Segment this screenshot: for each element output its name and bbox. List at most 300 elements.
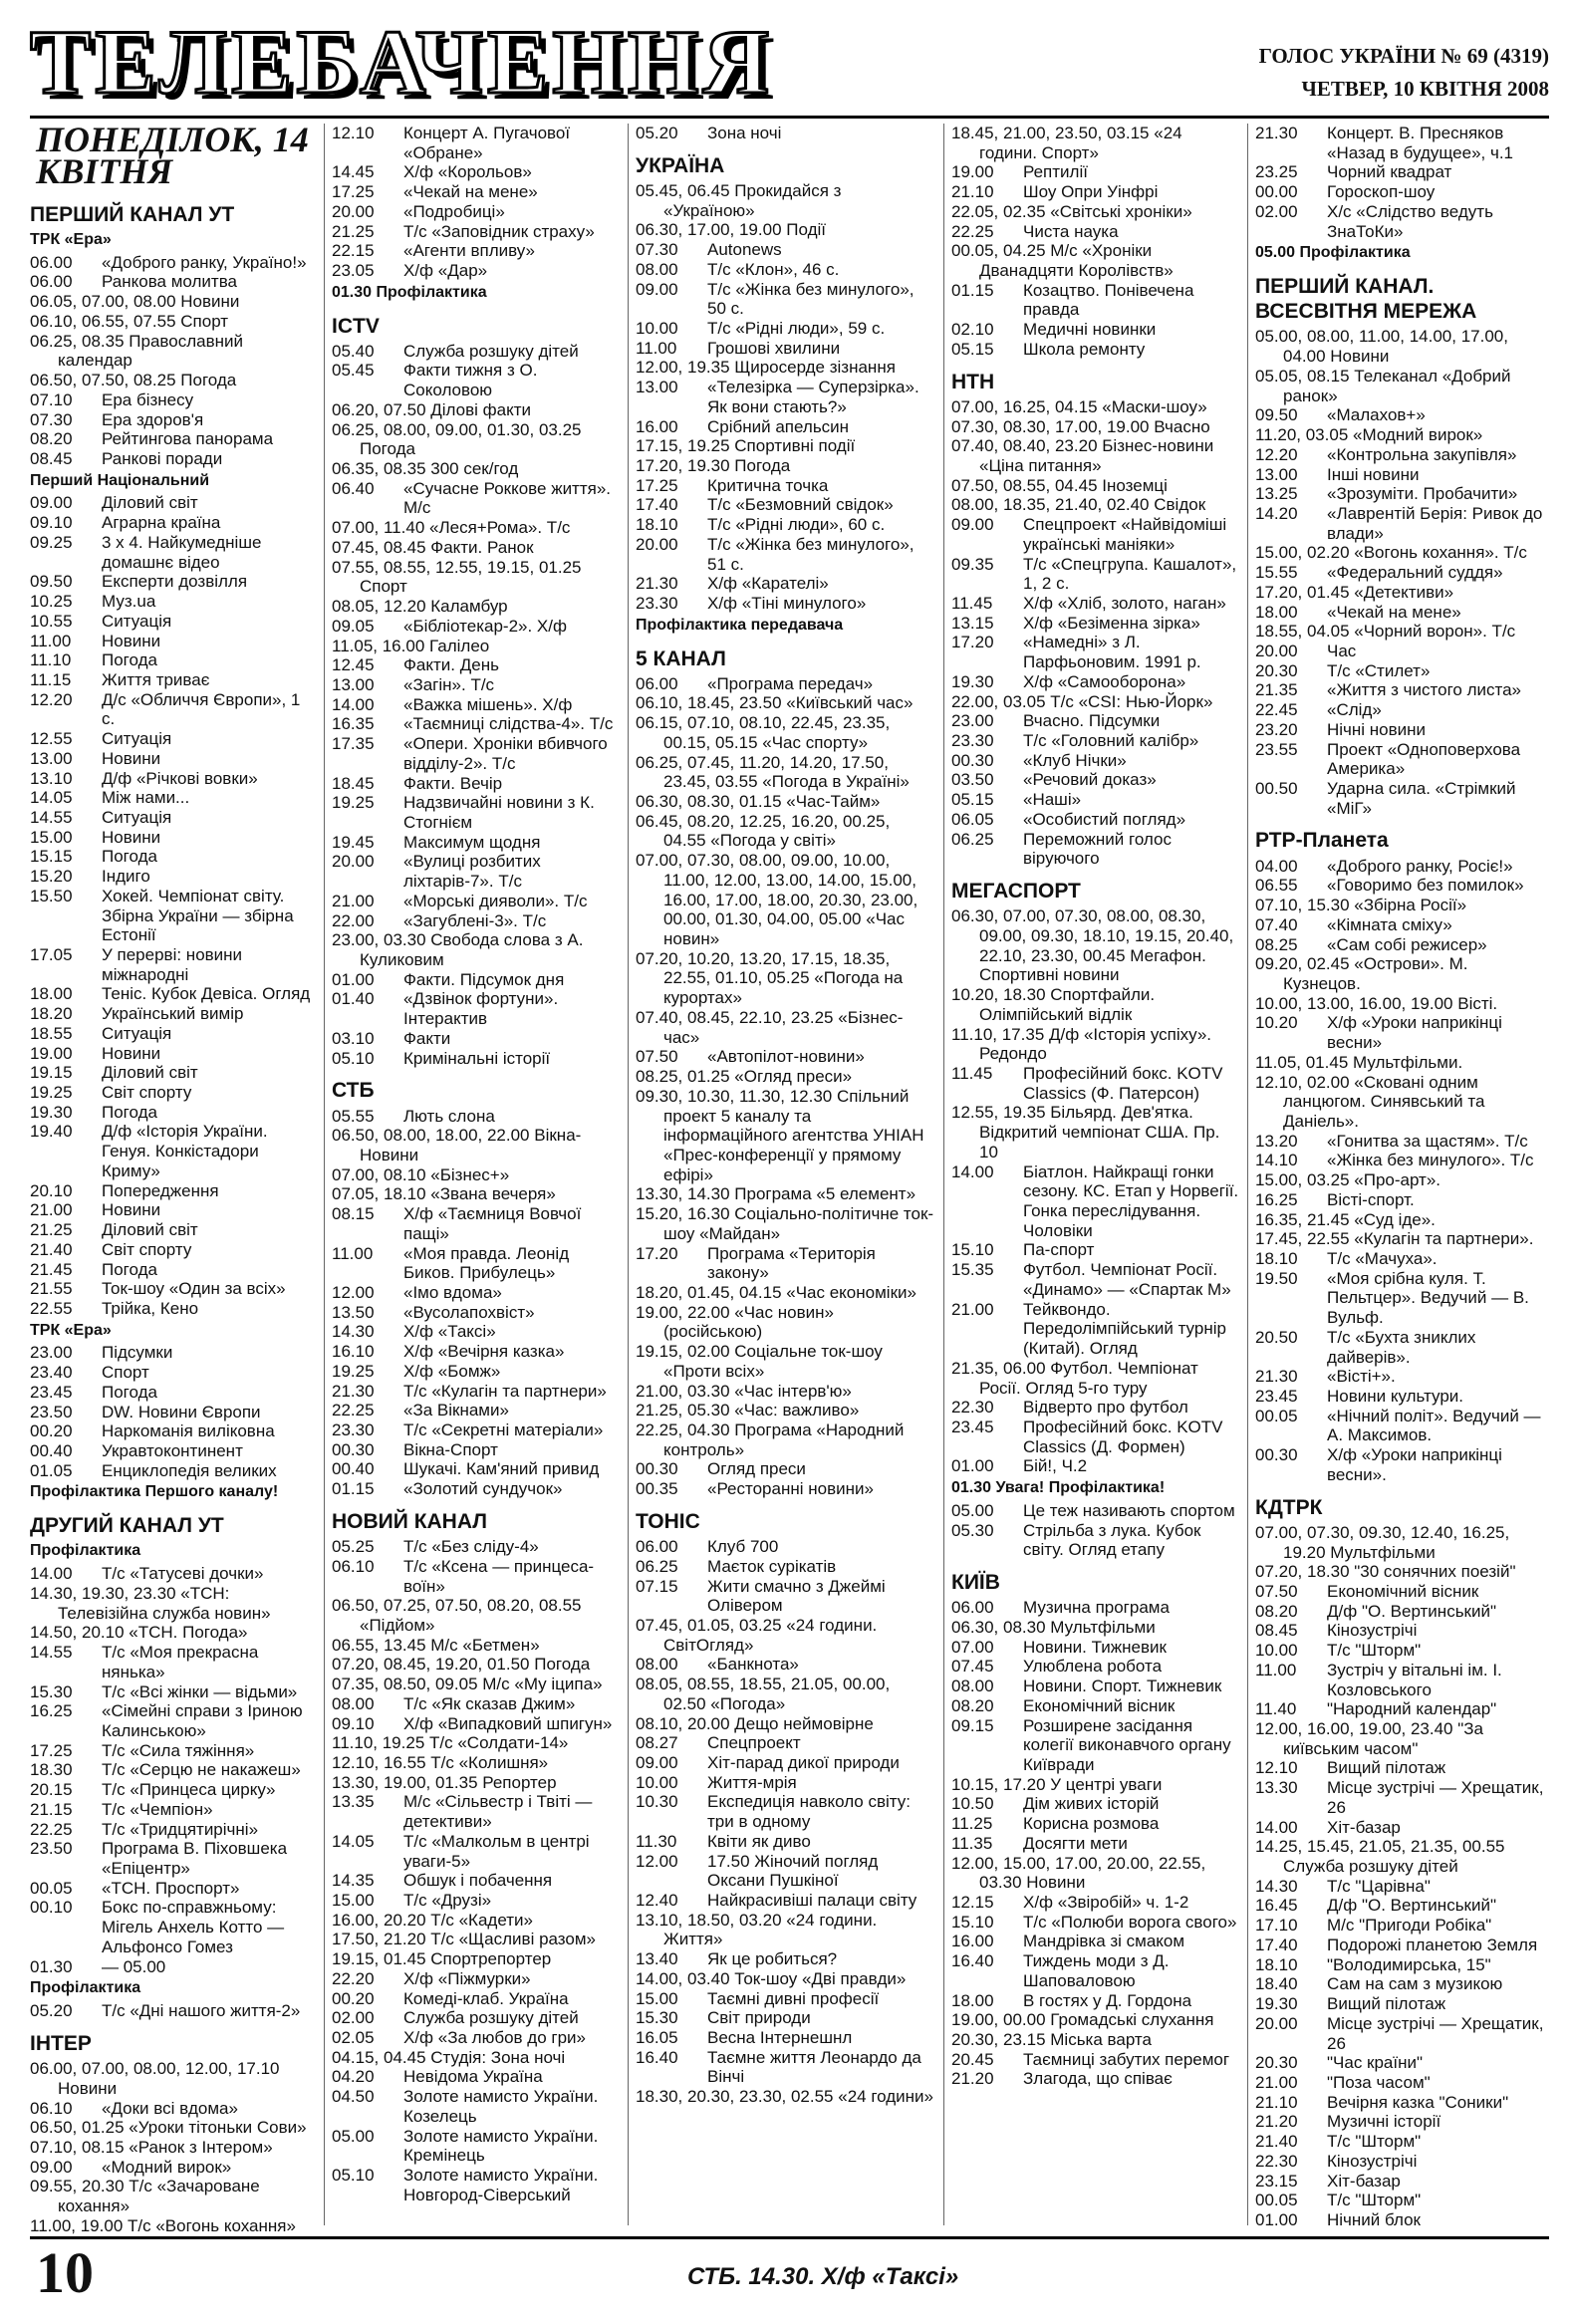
program-entry	[951, 1456, 1240, 1476]
program-time: 08.00	[636, 1655, 678, 1675]
program-title: Мультфільми.	[1353, 1052, 1463, 1072]
program-title: «Острови». М. Кузнецов.	[1283, 954, 1468, 993]
program-entry	[1255, 1758, 1549, 1778]
program-entry	[1255, 124, 1549, 162]
program-entry	[1255, 1013, 1549, 1052]
program-entry	[951, 1598, 1240, 1618]
channel-heading: ДРУГИЙ КАНАЛ УТ	[30, 1514, 224, 1538]
program-entry	[636, 1303, 936, 1342]
program-title: «Загублені-3». Т/с	[403, 910, 547, 930]
block-label: Профілактика Першого каналу!	[30, 1483, 279, 1501]
program-time: 13.35	[332, 1792, 375, 1812]
program-time: 06.05, 07.00, 08.00	[30, 292, 176, 312]
program-time: 12.40	[636, 1891, 678, 1911]
program-time: 09.00	[636, 279, 678, 299]
program-time: 07.30, 08.30, 17.00, 19.00	[951, 416, 1150, 436]
program-title: «Малахов+»	[1327, 405, 1426, 425]
program-title: Т/с «Спецгрупа. Кашалот», 1, 2 с.	[1023, 554, 1237, 594]
program-title: Розширене засідання колегії виконавчого органу Київради	[1023, 1715, 1231, 1774]
program-entry	[332, 2048, 621, 2068]
program-time: 07.00, 16.25, 04.15	[951, 396, 1098, 416]
program-title: Т/с "Шторм"	[1327, 2191, 1422, 2210]
program-entry	[951, 1814, 1240, 1834]
program-title: Новини	[102, 748, 161, 768]
program-entry	[30, 1083, 317, 1103]
program-time: 04.50	[332, 2087, 375, 2107]
block-label: ТРК «Ера»	[30, 1321, 112, 1339]
program-title: Т/с «Без сліду-4»	[403, 1537, 539, 1557]
program-title: «Ресторанні новини»	[707, 1479, 874, 1499]
program-time: 06.00	[636, 1537, 678, 1557]
program-title: Х/ф «Самооборона»	[1023, 671, 1186, 691]
program-title: «Модний вирок»	[102, 2157, 232, 2177]
program-entry	[1255, 1582, 1549, 1602]
program-entry	[332, 714, 621, 734]
program-entry	[636, 1577, 936, 1616]
program-time: 13.10	[30, 768, 73, 788]
program-time: 06.25	[636, 1556, 678, 1576]
program-time: 11.00, 19.00	[30, 2215, 124, 2235]
program-title: Новини. Спорт. Тижневик	[1023, 1677, 1222, 1696]
program-title: "За київським часом"	[1283, 1719, 1484, 1758]
program-time: 23.20	[1255, 719, 1298, 739]
program-title: — 05.00	[102, 1956, 166, 1976]
program-entry	[332, 1029, 621, 1049]
program-time: 05.10	[332, 1048, 375, 1068]
program-title: «Вулиці розбитих ліхтарів-7». Т/с	[403, 852, 541, 892]
program-time: 21.00	[951, 1299, 994, 1319]
program-title: «Сковані одним ланцюгом. Синявський та Даніель».	[1283, 1072, 1485, 1131]
program-entry	[1255, 2053, 1549, 2073]
program-title: Т/с «Секретні матеріали»	[403, 1420, 604, 1440]
program-title: «Імо вдома»	[403, 1282, 502, 1302]
program-entry	[951, 1854, 1240, 1893]
program-entry	[30, 788, 317, 808]
program-entry	[636, 495, 936, 515]
program-entry	[636, 1087, 936, 1185]
program-time: 15.30	[636, 2008, 678, 2028]
program-entry	[1255, 367, 1549, 405]
program-entry	[1255, 1170, 1549, 1190]
program-entry	[636, 358, 936, 378]
program-entry	[1255, 1837, 1549, 1876]
program-time: 15.00	[332, 1891, 375, 1911]
program-entry	[332, 833, 621, 853]
program-title: Міська варта	[1050, 2030, 1152, 2050]
program-time: 20.50	[1255, 1327, 1298, 1347]
program-entry	[30, 1780, 317, 1800]
program-time: 07.00, 07.30, 08.00, 09.00, 10.00, 11.00, 12.00, 13.00, 14.00, 15.00, 16.00, 17.00, 18.00, 20.30, 23.00, 00.00, 01.30, 04.00, 05.00	[636, 851, 918, 929]
program-time: 21.00, 03.30	[636, 1381, 730, 1401]
program-time: 08.20	[1255, 1601, 1298, 1621]
program-entry	[332, 1049, 621, 1069]
program-time: 22.05, 02.35	[951, 201, 1046, 221]
program-title: Х/ф «Звіробій» ч. 1-2	[1023, 1893, 1189, 1913]
program-entry	[951, 692, 1240, 712]
program-time: 03.50	[951, 770, 994, 790]
program-title: Погода	[734, 455, 791, 475]
column-divider	[628, 124, 629, 2225]
program-entry	[332, 361, 621, 399]
program-title: Діловий світ	[102, 493, 198, 513]
program-entry	[332, 1792, 621, 1831]
program-title: Лють слона	[403, 1106, 495, 1126]
program-time: 16.00	[951, 1932, 994, 1951]
program-time: 16.00	[636, 416, 678, 436]
program-title: «Бізнес-час»	[663, 1007, 904, 1047]
program-entry	[30, 592, 317, 612]
program-title: "Час країни"	[1327, 2053, 1424, 2073]
program-entry	[30, 533, 317, 572]
program-title: Трійка, Кено	[102, 1298, 199, 1318]
program-title: Економічний вісник	[1327, 1581, 1479, 1601]
program-title: «Уроки тітоньки Сови»	[129, 2118, 307, 2138]
program-entry	[30, 253, 317, 273]
program-time: 20.10	[30, 1180, 73, 1200]
program-title: Програма «Територія закону»	[707, 1243, 876, 1283]
program-title: «Подробиці»	[403, 201, 505, 221]
program-entry	[30, 1800, 317, 1820]
program-title: «ТСН. Погода»	[129, 1623, 248, 1643]
program-time: 20.15	[30, 1780, 73, 1800]
program-title: Тейквондо. Передолімпійський турнір (Китай). Огляд	[1023, 1299, 1226, 1359]
program-title: М/с «Хроніки Дванадцяти Королівств»	[979, 241, 1174, 281]
program-time: 18.40	[1255, 1974, 1298, 1994]
program-title: Свобода слова з А. Куликовим	[360, 930, 584, 970]
program-entry	[332, 2127, 621, 2166]
listing-column-1	[30, 120, 317, 2235]
program-time: 06.25	[951, 829, 994, 849]
program-title: Вікна-Спорт	[403, 1439, 498, 1459]
program-title: Т/с «Бухта зниклих дайверів».	[1327, 1327, 1476, 1367]
program-title: Ситуація	[102, 611, 172, 631]
program-title: «Огляд преси»	[734, 1067, 853, 1087]
program-time: 12.20	[30, 689, 73, 709]
bottom-rule	[30, 2236, 1549, 2239]
program-title: «Маски-шоу»	[1102, 396, 1207, 416]
program-time: 02.05	[332, 2028, 375, 2048]
program-time: 23.40	[30, 1363, 73, 1383]
program-entry	[332, 400, 621, 420]
program-title: Факти тижня з О. Соколовою	[403, 361, 538, 400]
program-entry	[951, 672, 1240, 692]
program-entry	[30, 2138, 317, 2158]
program-title: Х/ф «Тіні минулого»	[707, 594, 867, 613]
program-title: Таємниці забутих перемог	[1023, 2049, 1230, 2069]
program-time: 14.30	[332, 1322, 375, 1342]
program-title: Т/с «Серцю не накажеш»	[102, 1760, 301, 1780]
program-title: «Час економіки»	[786, 1282, 916, 1302]
program-title: Ситуація	[102, 1023, 172, 1043]
program-entry	[332, 1440, 621, 1460]
program-time: 17.50, 21.20	[332, 1930, 426, 1949]
program-time: 19.15, 02.00	[636, 1342, 730, 1362]
program-time: 07.45, 08.45	[332, 537, 426, 557]
program-title: Енциклопедія великих	[102, 1460, 277, 1480]
program-title: Т/с «Вогонь кохання»	[128, 2215, 296, 2235]
program-title: Вищий пілотаж	[1327, 1994, 1446, 2014]
program-time: 21.35, 06.00	[951, 1358, 1046, 1378]
program-time: 19.00	[951, 162, 994, 182]
listing-column-5	[1255, 124, 1549, 2229]
program-title: Більярд. Дев'ятка. Відкритий чемпіонат США. Пр. 10	[979, 1103, 1220, 1162]
program-title: Т/с "Шторм"	[1327, 1641, 1422, 1661]
program-entry	[1255, 425, 1549, 445]
program-entry	[30, 1898, 317, 1956]
program-time: 06.45, 08.20, 12.25, 16.20, 00.25, 04.55	[636, 811, 891, 851]
program-entry	[332, 1969, 621, 1989]
program-time: 21.10	[1255, 2092, 1298, 2112]
program-entry	[951, 495, 1240, 515]
program-entry	[1255, 642, 1549, 661]
program-entry	[1255, 720, 1549, 740]
program-entry	[30, 729, 317, 749]
program-entry	[636, 851, 936, 949]
program-time: 04.00	[1255, 856, 1298, 876]
program-entry	[30, 1103, 317, 1123]
program-entry	[332, 1989, 621, 2009]
program-time: 18.45	[332, 773, 375, 793]
program-time: 15.00, 03.25	[1255, 1170, 1350, 1190]
program-entry	[636, 240, 936, 260]
program-entry	[636, 1989, 936, 2009]
program-time: 06.25, 08.00, 09.00, 01.30, 03.25	[332, 419, 582, 439]
program-title: Маєток сурікатів	[707, 1556, 837, 1576]
block-label: 01.30 Профілактика	[332, 283, 487, 301]
program-title: Діловий світ	[102, 1220, 198, 1240]
program-title: Золоте намисто України. Новгород-Сіверський	[403, 2166, 599, 2204]
program-title: "Володимирська, 15"	[1327, 1954, 1491, 1974]
program-title: «Суд іде».	[1354, 1209, 1436, 1229]
program-entry	[1255, 1249, 1549, 1269]
program-title: Наркоманія виліковна	[102, 1421, 275, 1441]
program-time: 00.30	[636, 1459, 678, 1479]
program-title: «Вісті+».	[1327, 1367, 1396, 1387]
program-title: Нічні новини	[1327, 719, 1427, 739]
program-time: 00.30	[1255, 1445, 1298, 1465]
program-title: «Лаврентій Берія: Ривок до влади»	[1327, 503, 1543, 543]
program-entry	[30, 493, 317, 513]
program-time: 09.20, 02.45	[1255, 954, 1350, 974]
program-time: 07.20, 18.30	[1255, 1562, 1350, 1582]
program-time: 10.00	[1255, 1641, 1298, 1661]
program-title: Т/с «Стилет»	[1327, 660, 1431, 680]
program-title: Новини культури.	[1327, 1387, 1464, 1407]
program-time: 15.30	[30, 1681, 73, 1701]
program-time: 08.00	[332, 1693, 375, 1713]
program-title: Х/ф «Уроки наприкінці весни».	[1327, 1445, 1502, 1484]
program-time: 21.30	[1255, 1367, 1298, 1387]
channel-heading: МЕГАСПОРТ	[951, 880, 1081, 904]
program-entry	[1255, 857, 1549, 877]
block-label: Профілактика	[30, 1542, 141, 1560]
program-entry	[1255, 1877, 1549, 1897]
program-entry	[951, 241, 1240, 280]
program-time: 12.45	[332, 655, 375, 675]
program-time: 06.30, 07.00, 07.30, 08.00, 08.30, 09.00, 09.30, 18.10, 19.15, 20.40, 22.10, 23.30, 00.45	[951, 906, 1234, 965]
program-title: Х/ф «Хліб, золото, наган»	[1023, 594, 1226, 613]
program-entry	[951, 515, 1240, 554]
program-time: 21.15	[30, 1799, 73, 1819]
program-title: Х/ф «Уроки наприкінці весни»	[1327, 1013, 1502, 1053]
channel-heading: ПЕРШИЙ КАНАЛ. ВСЕСВІТНЯ МЕРЕЖА	[1255, 275, 1477, 324]
program-entry	[30, 2216, 317, 2236]
program-time: 06.15, 07.10, 08.10, 22.45, 23.35, 00.15, 05.15	[636, 713, 891, 752]
program-entry	[1255, 740, 1549, 779]
program-time: 19.30	[30, 1102, 73, 1122]
program-title: Т/с «Рідні люди», 60 с.	[707, 515, 886, 535]
program-time: 17.40	[1255, 1935, 1298, 1954]
top-rule	[30, 116, 1549, 119]
program-entry	[951, 731, 1240, 751]
program-entry	[951, 2050, 1240, 2070]
program-entry	[1255, 700, 1549, 720]
program-time: 14.45	[332, 162, 375, 182]
program-entry	[332, 1930, 621, 1949]
program-title: «Звана вечеря»	[430, 1184, 556, 1204]
program-entry	[636, 1244, 936, 1283]
program-title: «Бізнес+»	[430, 1164, 510, 1184]
program-title: Соціальне ток-шоу «Проти всіх»	[663, 1342, 883, 1381]
program-time: 06.20, 07.50	[332, 399, 426, 419]
program-entry	[332, 989, 621, 1028]
program-title: Факти	[403, 1028, 451, 1048]
program-entry	[30, 867, 317, 887]
program-time: 18.55, 04.05	[1255, 622, 1350, 642]
program-entry	[1255, 1818, 1549, 1838]
program-time: 13.50	[332, 1302, 375, 1322]
program-time: 22.00	[332, 910, 375, 930]
program-title: «Наші»	[1023, 790, 1082, 810]
program-time: 08.05, 08.55, 18.55, 21.05, 00.00, 02.50	[636, 1675, 891, 1713]
program-entry	[951, 436, 1240, 475]
program-title: Критична точка	[707, 475, 829, 495]
program-time: 17.25	[636, 475, 678, 495]
program-entry	[636, 1557, 936, 1577]
program-entry	[1255, 1974, 1549, 1994]
program-title: Вісті.	[1457, 993, 1498, 1013]
program-time: 18.10	[1255, 1954, 1298, 1974]
program-entry	[30, 410, 317, 430]
program-time: 06.00	[30, 252, 73, 272]
program-entry	[332, 695, 621, 715]
program-entry	[636, 476, 936, 496]
program-time: 21.20	[951, 2069, 994, 2089]
program-title: Бій!, Ч.2	[1023, 1456, 1088, 1476]
program-time: 07.40, 08.40, 23.20	[951, 436, 1098, 456]
program-title: Дім живих історій	[1023, 1794, 1160, 1814]
program-title: Чиста наука	[1023, 221, 1119, 241]
program-entry	[30, 1279, 317, 1299]
program-time: 07.55, 08.55, 12.55, 19.15, 01.25	[332, 557, 582, 577]
program-title: Ділові факти	[430, 399, 532, 419]
program-title: М/с «Сільвестр і Твіті — детективи»	[403, 1792, 593, 1832]
program-entry	[332, 2028, 621, 2048]
program-time: 15.10	[951, 1240, 994, 1260]
program-title: «Чекай на мене»	[403, 182, 538, 202]
channel-heading: ICTV	[332, 314, 380, 338]
program-title: «Банкнота»	[707, 1655, 799, 1675]
listing-column-2	[332, 124, 621, 2225]
program-entry	[332, 342, 621, 362]
program-entry	[332, 597, 621, 617]
program-title: Спорт	[360, 577, 407, 597]
program-time: 22.25	[30, 1819, 73, 1839]
program-entry	[1255, 2112, 1549, 2132]
program-time: 10.15, 17.20	[951, 1774, 1046, 1794]
program-title: "30 сонячних поезій"	[1354, 1562, 1516, 1582]
program-title: Громадські слухання	[1050, 2010, 1214, 2030]
program-entry	[636, 1969, 936, 1989]
program-entry	[636, 1184, 936, 1204]
program-entry	[332, 617, 621, 637]
program-title: Новини	[102, 827, 161, 847]
program-entry	[1255, 2132, 1549, 2152]
program-time: 07.50	[1255, 1581, 1298, 1601]
section-title: ТЕЛЕБАЧЕННЯ	[30, 11, 773, 113]
program-time: 00.50	[1255, 779, 1298, 799]
program-time: 23.25	[1255, 162, 1298, 182]
program-title: Погода	[102, 1102, 157, 1122]
program-entry	[636, 674, 936, 694]
program-title: Відверто про футбол	[1023, 1398, 1188, 1418]
program-title: М/с «Бетмен»	[430, 1635, 540, 1655]
program-time: 06.05	[951, 809, 994, 829]
program-entry	[1255, 1073, 1549, 1132]
program-time: 19.25	[30, 1083, 73, 1103]
program-time: 11.00	[332, 1243, 374, 1263]
program-entry	[951, 281, 1240, 320]
program-entry	[1255, 182, 1549, 202]
program-title: Т/с «Чемпіон»	[102, 1799, 213, 1819]
program-entry	[636, 1792, 936, 1831]
program-title: Погода	[102, 1259, 157, 1279]
program-entry	[332, 459, 621, 479]
program-title: Експерти дозвілля	[102, 572, 248, 592]
program-entry	[30, 390, 317, 410]
program-time: 12.00	[332, 1282, 375, 1302]
listing-column-4	[951, 124, 1240, 2225]
program-title: Т/с «Жінка без минулого», 50 с.	[707, 279, 915, 319]
program-entry	[951, 1240, 1240, 1260]
program-title: Події	[786, 220, 826, 240]
program-entry	[332, 1871, 621, 1891]
program-time: 11.10	[30, 650, 72, 670]
program-title: Грошові хвилини	[707, 338, 841, 358]
program-title: Новини	[58, 2078, 118, 2098]
program-title: «Час інтерв'ю»	[734, 1381, 852, 1401]
program-time: 19.45	[332, 832, 375, 852]
program-time: 21.40	[30, 1239, 73, 1259]
program-title: Чорний квадрат	[1327, 162, 1452, 182]
program-entry	[636, 1204, 936, 1243]
program-time: 06.00	[636, 673, 678, 693]
program-time: 16.35, 21.45	[1255, 1209, 1350, 1229]
program-title: Свідок	[1154, 495, 1206, 515]
program-title: «Чорний ворон». Т/с	[1354, 622, 1516, 642]
program-entry	[30, 1024, 317, 1044]
program-entry	[30, 1820, 317, 1840]
program-entry	[332, 1911, 621, 1931]
program-entry	[1255, 994, 1549, 1014]
program-time: 10.30	[636, 1792, 678, 1812]
program-title: Новини	[102, 1200, 161, 1220]
program-title: Спорт	[102, 1363, 149, 1383]
program-time: 23.30	[951, 731, 994, 751]
program-title: Ударна сила. «Стрімкий «МіГ»	[1327, 779, 1516, 818]
program-entry	[30, 632, 317, 651]
program-title: Концерт. В. Пресняков «Назад в будущее», ч.1	[1327, 124, 1513, 162]
